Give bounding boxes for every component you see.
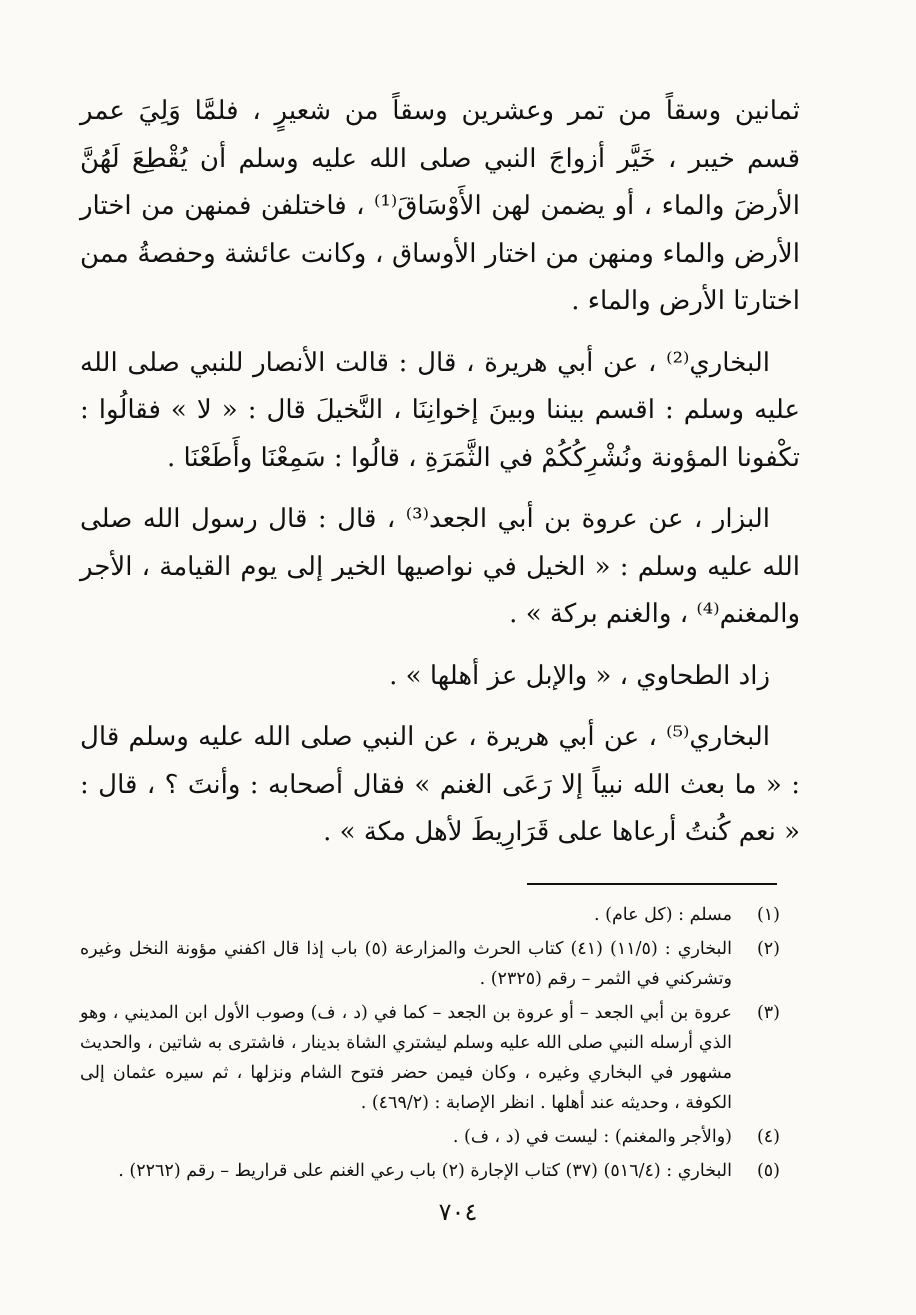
footnote-4 bbox=[80, 1122, 780, 1152]
footnote-3 bbox=[80, 998, 780, 1118]
footnote-5 bbox=[80, 1156, 780, 1186]
paragraph-1: ثمانين وسقاً من تمر وعشرين وسقاً من شعيرٍ ، فلمَّا وَلِيَ عمر قسم خيبر ، خَيَّر أزواجَ النبي صلى الله عليه وسلم أن يُقْطِعَ لَهُنَّ الأرضَ والماء ، أو يضمن لهن الأَوْسَاقَ⁽¹⁾ ، فاختلفن فمنهن من اختار الأرض والماء ومنهن من اختار الأوساق ، وكانت عائشة وحفصةُ ممن اختارتا الأرض والماء . bbox=[80, 96, 801, 316]
paragraph-4: زاد الطحاوي ، « والإبل عز أهلها » . bbox=[389, 660, 770, 691]
paragraph-2: البخاري⁽²⁾ ، عن أبي هريرة ، قال : قالت الأنصار للنبي صلى الله عليه وسلم : اقسم بيننا وبينَ إخوانِنَا ، النَّخيلَ قال : « لا » فقالُوا : تكْفونا المؤونة ونُشْرِكُكُمْ في الثَّمَرَةِ ، قالُوا : سَمِعْنَا وأَطَعْنَا . bbox=[80, 347, 800, 473]
footnote-divider bbox=[527, 883, 777, 885]
footnote-1 bbox=[80, 900, 780, 930]
footnote-number: (٥) bbox=[756, 1161, 780, 1181]
paragraph-3: البزار ، عن عروة بن أبي الجعد⁽³⁾ ، قال : قال رسول الله صلى الله عليه وسلم : « الخيل في نواصيها الخير إلى يوم القيامة ، الأجر والمغنم⁽⁴⁾ ، والغنم بركة » . bbox=[80, 504, 800, 629]
footnote-number: (٢) bbox=[756, 939, 780, 959]
footnotes bbox=[80, 900, 780, 1190]
main-text bbox=[80, 88, 800, 871]
footnote-text: البخاري : (١١/٥) (٤١) كتاب الحرث والمزارعة (٥) باب إذا قال اكفني مؤونة النخل وغيره وتشركني في الثمر – رقم (٢٣٢٥) . bbox=[80, 939, 732, 989]
page-number: ٧٠٤ bbox=[438, 1198, 478, 1226]
footnote-text: مسلم : (كل عام) . bbox=[594, 905, 732, 925]
footnote-2 bbox=[80, 934, 780, 994]
footnote-number: (١) bbox=[756, 905, 780, 925]
footnote-text: (والأجر والمغنم) : ليست في (د ، ف) . bbox=[452, 1127, 732, 1147]
footnote-text: عروة بن أبي الجعد – أو عروة بن الجعد – كما في (د ، ف) وصوب الأول ابن المديني ، وهو الذي أرسله النبي صلى الله عليه وسلم ليشتري الشاة بدينار ، فاشترى به شاتين ، والحديث مشهور في البخاري وغيره ، وكان فيمن حضر فتوح الشام ونزلها ، ثم سيره عثمان إلى الكوفة ، وحديثه عند أهلها . انظر الإصابة : (٤٦٩/٢) . bbox=[80, 1003, 732, 1113]
footnote-number: (٣) bbox=[756, 1003, 780, 1023]
footnote-text: البخاري : (٥١٦/٤) (٣٧) كتاب الإجارة (٢) باب رعي الغنم على قراريط – رقم (٢٢٦٢) . bbox=[118, 1161, 732, 1181]
paragraph-5: البخاري⁽⁵⁾ ، عن أبي هريرة ، عن النبي صلى الله عليه وسلم قال : « ما بعث الله نبياً إلا رَعَى الغنم » فقال أصحابه : وأنتَ ؟ ، قال : « نعم كُنتُ أرعاها على قَرَارِيطَ لأهل مكة » . bbox=[80, 722, 800, 847]
footnote-number: (٤) bbox=[756, 1127, 780, 1147]
